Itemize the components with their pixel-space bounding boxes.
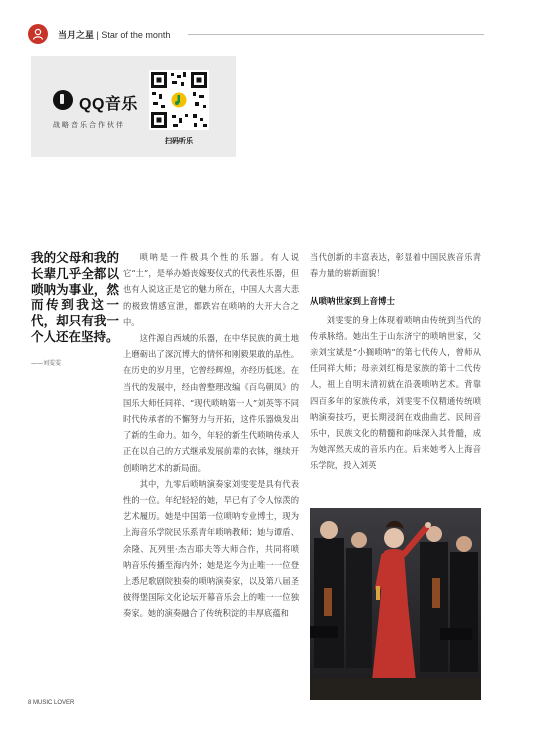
section-title-en: Star of the month — [101, 30, 171, 40]
section-header — [28, 24, 484, 44]
magazine-name: MUSIC LOVER — [33, 700, 75, 706]
qq-music-ad — [31, 56, 236, 157]
concert-photo — [310, 508, 481, 700]
brand-name: QQ音乐 — [79, 96, 138, 113]
page-footer — [28, 700, 74, 706]
paragraph: 唢呐是一件极具个性的乐器。有人说它“土”，是举办婚丧嫁娶仪式的代表性乐器，但也有人说这正是它的魅力所在，中国人大喜大悲的极致情感宣泄，都跌宕在唢呐的大开大合之中。 — [123, 252, 299, 327]
section-heading: 从唢呐世家到上音博士 — [310, 296, 396, 307]
section-separator: | — [96, 30, 99, 40]
section-title — [58, 28, 170, 41]
article-column-1 — [123, 249, 299, 622]
paragraph: 刘雯雯的身上体现着唢呐由传统到当代的传承脉络。她出生于山东济宁的唢呐世家，父亲刘宝斌是“小搁唢呐”的第七代传人，曾师从任同祥大师；母亲刘红梅是家族的第十二代传人，祖上自明末清初就在沿袭唢呐艺术。背靠四百多年的家族传承，刘雯雯不仅精通传统唢呐演奏技巧，更长期浸润在戏曲曲艺、民间音乐中，民族文化的精髓和韵味深入其骨髓，成为她浑然天成的音乐内在。后来她考入上海音乐学院，投入刘英 — [310, 314, 481, 471]
pull-quote-byline: ——刘雯雯 — [31, 360, 62, 367]
pull-quote: 我的父母和我的长辈几乎全都以唢呐为事业，然而传到我这一代，却只有我一个人还在坚持。 — [31, 250, 119, 344]
header-rule — [188, 34, 484, 35]
qr-caption: 扫码听乐 — [165, 138, 193, 145]
paragraph: 这件源自西域的乐器，在中华民族的黄土地上磨砺出了深沉博大的情怀和刚毅果敢的品性。在历史的岁月里，它曾经辉煌，亦经历低迷。在当代的发展中，经由曾整理改编《百鸟朝凤》的国乐大师任同祥、“现代唢呐第一人”刘英等不同时代传承者的不懈努力与开拓，这件乐器焕发出了新的生命力。如今，年轻的新生代唢呐传承人正在以自己的方式继承发展前辈的衣钵，继续开创唢呐艺术的新局面。 — [123, 333, 299, 473]
paragraph: 当代创新的丰富表达，彰显着中国民族音乐青春力量的崭新面貌！ — [310, 252, 481, 279]
page-number: 8 — [28, 700, 32, 706]
qr-code[interactable] — [149, 70, 209, 130]
ad-tagline: 战略音乐合作伙伴 — [53, 122, 125, 129]
section-title-cn: 当月之星 — [58, 30, 95, 40]
music-note-icon — [53, 90, 73, 110]
article-column-2 — [310, 249, 481, 474]
person-icon — [28, 24, 48, 44]
paragraph: 其中，九零后唢呐演奏家刘雯雯是具有代表性的一位。年纪轻轻的她，早已有了令人惊羡的艺术履历。她是中国第一位唢呐专业博士，现为上海音乐学院民乐系青年唢呐教师；她与谭盾、余隆、瓦列里·杰吉耶夫等大师合作，共同将唢呐音乐传播至海内外；她是迄今为止唯一一位登上悉尼歌剧院独奏的唢呐演奏家，以及第八届圣彼得堡国际文化论坛开幕音乐会上的唯一一位独奏家。她的演奏融合了传统积淀的丰厚底蕴和 — [123, 478, 299, 619]
qq-music-logo — [53, 90, 163, 112]
